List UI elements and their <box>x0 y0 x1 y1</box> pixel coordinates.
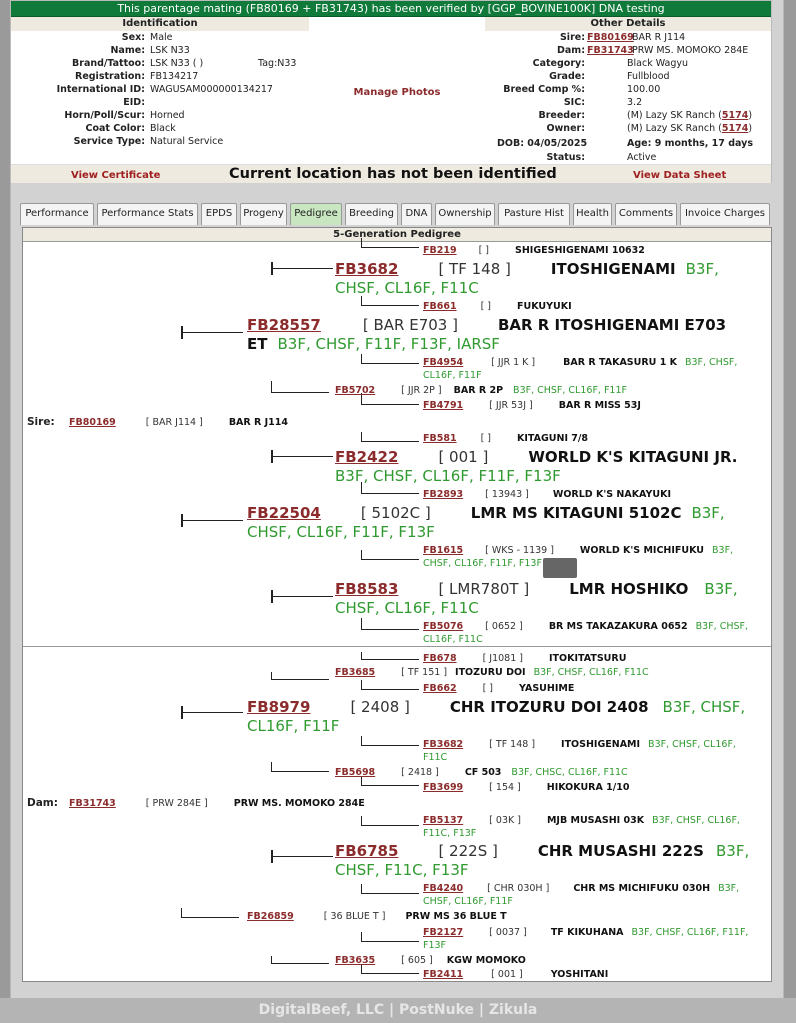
connector <box>271 268 333 269</box>
tab-epds[interactable]: EPDS <box>201 203 237 225</box>
sire-link[interactable]: FB80169 <box>587 32 634 43</box>
identification-header: Identification <box>11 17 309 31</box>
pedigree-entry: FB2893 [ 13943 ] WORLD K'S NAKAYUKI <box>423 489 671 500</box>
footer: DigitalBeef, LLC | PostNuke | Zikula <box>0 998 796 1023</box>
connector <box>361 816 419 826</box>
pedigree-entry: FB6785 [ 222S ] CHR MUSASHI 222S B3F, <box>335 842 750 860</box>
tab-performance[interactable]: Performance <box>20 203 94 225</box>
pedigree-entry: FB26859 [ 36 BLUE T ] PRW MS 36 BLUE T <box>247 911 507 922</box>
connector <box>361 884 419 894</box>
pedigree-tests: CHSF, CL16F, F11C <box>335 279 479 297</box>
connector <box>181 514 183 527</box>
pedigree-entry: FB4954 [ JJR 1 K ] BAR R TAKASURU 1 K B3F, CHSF, <box>423 357 738 368</box>
pedigree-entry: FB4240 [ CHR 030H ] CHR MS MICHIFUKU 030H B3F, <box>423 883 740 894</box>
pedigree-tests: CL16F, F11C <box>423 634 483 645</box>
view-certificate-link[interactable]: View Certificate <box>71 170 161 181</box>
pedigree-entry: FB5076 [ 0652 ] BR MS TAKAZAKURA 0652 B3F, CHSF, <box>423 621 749 632</box>
tab-ownership[interactable]: Ownership <box>435 203 495 225</box>
dam-label: Dam: <box>27 797 58 809</box>
pedigree-entry: ET B3F, CHSF, F11F, F13F, IARSF <box>247 335 500 353</box>
connector <box>361 618 419 630</box>
tag-value: Tag:N33 <box>258 58 297 69</box>
tab-pasture-hist[interactable]: Pasture Hist <box>498 203 570 225</box>
view-data-sheet-link[interactable]: View Data Sheet <box>633 170 727 181</box>
connector <box>271 850 273 863</box>
tab-performance-stats[interactable]: Performance Stats <box>97 203 198 225</box>
pedigree-entry: FB1615 [ WKS - 1139 ] WORLD K'S MICHIFUKU B3F, <box>423 545 734 556</box>
connector <box>271 596 333 597</box>
animal-thumbnail[interactable] <box>543 558 577 578</box>
connector <box>361 680 419 690</box>
connector <box>271 456 333 457</box>
animal-summary-panel: This parentage mating (FB80169 + FB31743) has been verified by [GGP_BOVINE100K] DNA testing Identification Other Details Sex: Male Name: LSK N33 Brand/Tattoo: LSK N33 ( ) Tag:N33 Registration: FB134217 International ID: WAGUSAM000000134217 EID: Horn/Poll/Scur: Horned Coat Color: Black Service Type: Natural Service Manage Photos Sire: FB80169 BAR R J114 Dam: FB31743 PRW MS. MOMOKO 284E Category: Black Wagyu Grade: Fullblood Breed Comp %: 100.00 SIC: 3.2 Breeder: (M) Lazy SK Ranch (5174) Owner: (M) Lazy SK Ranch (5174) DOB: 04/05/2025 Age: 9 months, 17 days Status: Active View Certificate Current location has not been identified View Data Sheet <box>10 0 772 183</box>
connector <box>181 712 243 713</box>
connector <box>361 736 419 746</box>
pedigree-entry: FB662 [ ] YASUHIME <box>423 683 575 694</box>
sire-label: Sire: <box>27 416 55 428</box>
manage-photos-link[interactable]: Manage Photos <box>353 87 441 98</box>
breeder-link[interactable]: 5174 <box>721 110 749 121</box>
connector <box>361 652 419 660</box>
pedigree-tests: CHSF, CL16F, F11F, F13F <box>247 523 435 541</box>
pedigree-entry: FB2411 [ 001 ] YOSHITANI <box>423 969 609 980</box>
age: Age: 9 months, 17 days <box>627 138 753 149</box>
pedigree-entry: FB5137 [ 03K ] MJB MUSASHI 03K B3F, CHSF, CL16F, <box>423 815 740 826</box>
pedigree-entry: FB28557 [ BAR E703 ] BAR R ITOSHIGENAMI E703 <box>247 316 727 334</box>
sire-dam-separator <box>23 646 771 647</box>
pedigree-entry-sire: FB80169 [ BAR J114 ] BAR R J114 <box>69 417 289 428</box>
parentage-verified-banner: This parentage mating (FB80169 + FB31743) has been verified by [GGP_BOVINE100K] DNA testing <box>11 1 771 17</box>
pedigree-tests: CL16F, F11F <box>247 717 340 735</box>
connector <box>361 550 419 560</box>
connector <box>181 326 183 339</box>
pedigree-tests: B3F, CHSF, CL16F, F11F, F13F <box>335 467 561 485</box>
pedigree-entry: FB5698 [ 2418 ] CF 503 B3F, CHSC, CL16F, F11C <box>335 767 628 778</box>
owner-link[interactable]: 5174 <box>721 123 749 134</box>
pedigree-entry: FB5702 [ JJR 2P ] BAR R 2P B3F, CHSF, CL16F, F11F <box>335 385 627 396</box>
location-message: Current location has not been identified <box>229 166 557 182</box>
tab-dna[interactable]: DNA <box>401 203 432 225</box>
connector <box>271 956 329 964</box>
tab-pedigree[interactable]: Pedigree <box>290 203 342 225</box>
pedigree-entry: FB8979 [ 2408 ] CHR ITOZURU DOI 2408 B3F, CHSF, <box>247 698 746 716</box>
pedigree-entry: FB581 [ ] KITAGUNI 7/8 <box>423 433 588 444</box>
pedigree-tests: CHSF, CL16F, F11C <box>335 599 479 617</box>
pedigree-entry: FB8583 [ LMR780T ] LMR HOSHIKO B3F, <box>335 580 738 598</box>
pedigree-entry: FB219 [ ] SHIGESHIGENAMI 10632 <box>423 245 645 256</box>
connector <box>271 590 273 603</box>
pedigree-title: 5-Generation Pedigree <box>23 228 771 242</box>
pedigree-entry: FB2422 [ 001 ] WORLD K'S KITAGUNI JR. <box>335 448 738 466</box>
connector <box>271 856 333 857</box>
dob: DOB: 04/05/2025 <box>497 138 588 149</box>
pedigree-panel <box>22 227 772 982</box>
pedigree-entry: FB3682 [ TF 148 ] ITOSHIGENAMI B3F, CHSF, CL16F, <box>423 739 736 750</box>
pedigree-tests: F11C, F13F <box>423 828 477 839</box>
pedigree-entry: FB661 [ ] FUKUYUKI <box>423 301 572 312</box>
tab-progeny[interactable]: Progeny <box>240 203 287 225</box>
connector <box>181 520 243 521</box>
pedigree-entry: FB3682 [ TF 148 ] ITOSHIGENAMI B3F, <box>335 260 719 278</box>
pedigree-entry: FB2127 [ 0037 ] TF KIKUHANA B3F, CHSF, CL16F, F11F, <box>423 927 749 938</box>
pedigree-tests: CL16F, F11F <box>423 370 482 381</box>
pedigree-entry-dam: FB31743 [ PRW 284E ] PRW MS. MOMOKO 284E <box>69 798 365 809</box>
connector <box>361 932 419 942</box>
connector <box>181 332 243 333</box>
pedigree-entry: FB678 [ J1081 ] ITOKITATSURU <box>423 653 627 664</box>
pedigree-tests: CHSF, CL16F, F11F, F13F <box>423 558 542 569</box>
pedigree-entry: FB22504 [ 5102C ] LMR MS KITAGUNI 5102C B3F, <box>247 504 725 522</box>
pedigree-entry: FB3699 [ 154 ] HIKOKURA 1/10 <box>423 782 630 793</box>
tab-breeding[interactable]: Breeding <box>345 203 398 225</box>
pedigree-tests: CHSF, CL16F, F11F <box>423 896 513 907</box>
tab-health[interactable]: Health <box>573 203 612 225</box>
connector <box>361 354 419 364</box>
tab-bar <box>10 203 772 225</box>
pedigree-tests: CHSF, F11C, F13F <box>335 861 469 879</box>
connector <box>271 450 273 463</box>
tab-comments[interactable]: Comments <box>615 203 677 225</box>
connector <box>271 262 273 275</box>
connector <box>361 432 419 442</box>
pedigree-entry: FB3685 [ TF 151 ] ITOZURU DOI B3F, CHSF, CL16F, F11C <box>335 667 649 678</box>
connector <box>271 672 329 680</box>
pedigree-entry: FB3635 [ 605 ] KGW MOMOKO <box>335 955 526 966</box>
connector <box>271 381 329 393</box>
pedigree-tests: F13F <box>423 940 447 951</box>
pedigree-tests: F11C <box>423 752 448 763</box>
connector <box>181 908 239 918</box>
dam-link[interactable]: FB31743 <box>587 45 634 56</box>
pedigree-entry: FB4791 [ JJR 53J ] BAR R MISS 53J <box>423 400 641 411</box>
other-details-header: Other Details <box>485 17 771 31</box>
photo-area <box>309 21 485 164</box>
location-bar <box>11 164 771 183</box>
tab-invoice-charges[interactable]: Invoice Charges <box>680 203 770 225</box>
connector <box>361 238 419 248</box>
connector <box>271 762 329 772</box>
connector <box>181 706 183 719</box>
